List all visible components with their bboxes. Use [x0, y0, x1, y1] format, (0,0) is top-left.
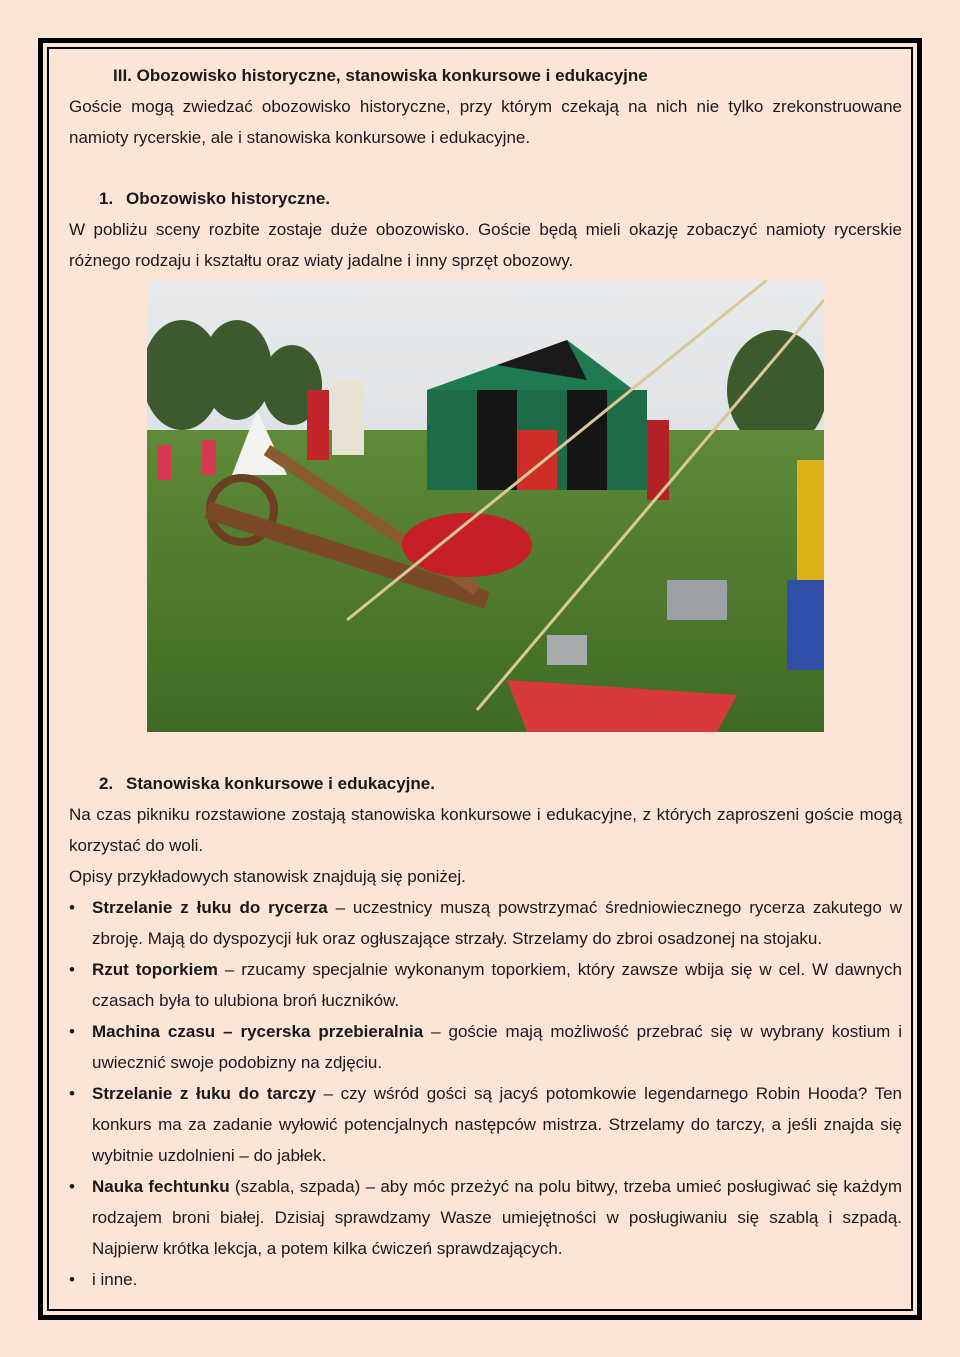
list-item-text: – czy wśród gości są jacyś potomkowie legendarnego Robin Hooda? Ten konkurs ma za zadanie wyłowić potencjalnych następców mistrza. Strzelamy do tarczy, a jeśli znajda się wybitnie uzdolnieni – do jabłek. — [92, 1084, 902, 1165]
list-item-text: – rzucamy specjalnie wykonanym toporkiem, który zawsze wbija się w cel. W dawnych czasach była to ulubiona broń łuczników. — [92, 960, 902, 1010]
list-item — [69, 892, 902, 954]
section-intro: Goście mogą zwiedzać obozowisko historyczne, przy którym czekają na nich nie tylko zrekonstruowane namioty rycerskie, ale i stanowiska konkursowe i edukacyjne. — [69, 97, 902, 147]
subsection-2-heading — [69, 768, 902, 799]
list-item — [69, 1171, 902, 1264]
list-item-title: Machina czasu – rycerska przebieralnia — [92, 1022, 424, 1041]
subsection-2-note: Opisy przykładowych stanowisk znajdują się poniżej. — [69, 867, 466, 886]
list-item — [69, 954, 902, 1016]
bullet-icon: • — [69, 960, 75, 979]
bullet-icon: • — [69, 1270, 75, 1289]
list-item-title: Nauka fechtunku — [92, 1177, 230, 1196]
list-item — [69, 1016, 902, 1078]
document-content — [69, 60, 902, 1295]
stations-list — [69, 892, 902, 1295]
bullet-icon: • — [69, 898, 75, 917]
list-item — [69, 1264, 902, 1295]
list-item-title: Strzelanie z łuku do rycerza — [92, 898, 328, 917]
subsection-2-number: 2. — [99, 774, 114, 793]
bullet-icon: • — [69, 1022, 75, 1041]
subsection-1-text: W pobliżu sceny rozbite zostaje duże obozowisko. Goście będą mieli okazję zobaczyć namioty rycerskie różnego rodzaju i kształtu oraz wiaty jadalne i inny sprzęt obozowy. — [69, 220, 902, 270]
medieval-camp-photo — [147, 280, 824, 732]
list-item-title: Strzelanie z łuku do tarczy — [92, 1084, 317, 1103]
subsection-2-title: Stanowiska konkursowe i edukacyjne. — [126, 774, 435, 793]
subsection-1-title: Obozowisko historyczne. — [126, 189, 331, 208]
list-item-title: Rzut toporkiem — [92, 960, 218, 979]
subsection-1-heading — [69, 183, 902, 214]
list-item-text: (szabla, szpada) – aby móc przeżyć na polu bitwy, trzeba umieć posługiwać się każdym rodzajem broni białej. Dzisiaj sprawdzamy Wasze umiejętności w posługiwaniu się szablą i szpadą. Najpierw krótka lekcja, a potem kilka ćwiczeń sprawdzających. — [92, 1177, 902, 1258]
list-item — [69, 1078, 902, 1171]
list-item-text: – uczestnicy muszą powstrzymać średniowiecznego rycerza zakutego w zbroję. Mają do dyspozycji łuk oraz ogłuszające strzały. Strzelamy do zbroi osadzonej na stojaku. — [92, 898, 903, 948]
subsection-1-number: 1. — [99, 189, 114, 208]
list-item-text: – goście mają możliwość przebrać się w wybrany kostium i uwiecznić swoje podobizny na zdjęciu. — [92, 1022, 902, 1072]
bullet-icon: • — [69, 1084, 75, 1103]
subsection-2-text: Na czas pikniku rozstawione zostają stanowiska konkursowe i edukacyjne, z których zaproszeni goście mogą korzystać do woli. — [69, 805, 902, 855]
list-item-text: i inne. — [92, 1270, 138, 1289]
section-title: III. Obozowisko historyczne, stanowiska konkursowe i edukacyjne — [113, 66, 648, 85]
bullet-icon: • — [69, 1177, 75, 1196]
